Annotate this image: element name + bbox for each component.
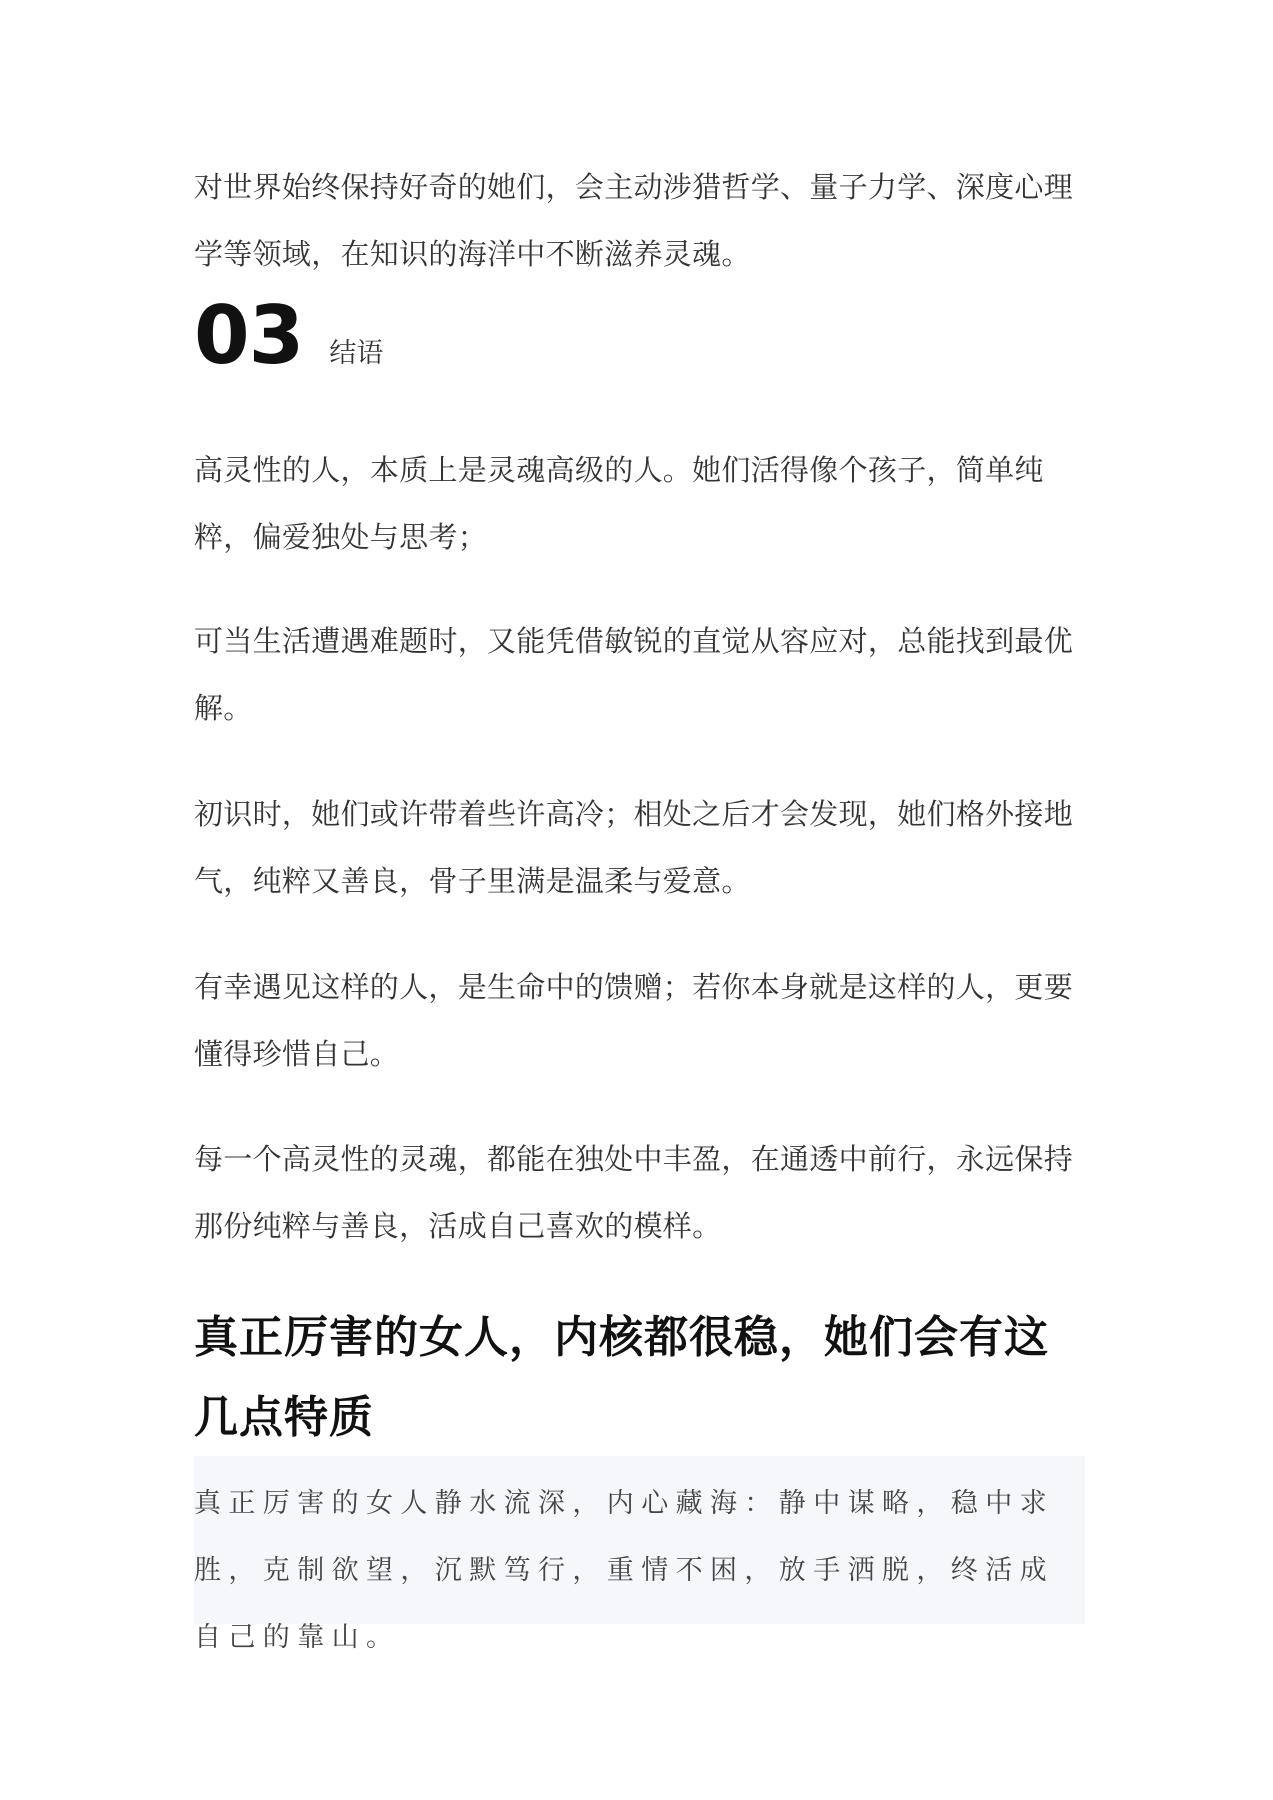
- section-heading: [194, 289, 384, 382]
- body-paragraph: 初识时，她们或许带着些许高冷；相处之后才会发现，她们格外接地气，纯粹又善良，骨子里满是温柔与爱意。: [194, 797, 1074, 898]
- quote-box: [194, 1456, 1085, 1653]
- section-title: 结语: [329, 338, 384, 369]
- quote-text: 真正厉害的女人静水流深，内心藏海：静中谋略，稳中求胜，克制欲望，沉默笃行，重情不困，放手洒脱，终活成自己的靠山。: [194, 1488, 1054, 1653]
- intro-paragraph: 对世界始终保持好奇的她们，会主动涉猎哲学、量子力学、深度心理学等领域，在知识的海洋中不断滋养灵魂。: [194, 170, 1074, 271]
- section-number: 03: [194, 289, 304, 382]
- body-paragraph: 可当生活遭遇难题时，又能凭借敏锐的直觉从容应对，总能找到最优解。: [194, 624, 1074, 725]
- body-paragraph: 每一个高灵性的灵魂，都能在独处中丰盈，在通透中前行，永远保持那份纯粹与善良，活成自己喜欢的模样。: [194, 1142, 1074, 1243]
- article-headline: 真正厉害的女人，内核都很稳，她们会有这几点特质: [194, 1312, 1049, 1443]
- body-paragraph: 有幸遇见这样的人，是生命中的馈赠；若你本身就是这样的人，更要懂得珍惜自己。: [194, 970, 1074, 1071]
- body-paragraph: 高灵性的人，本质上是灵魂高级的人。她们活得像个孩子，简单纯粹，偏爱独处与思考；: [194, 453, 1044, 554]
